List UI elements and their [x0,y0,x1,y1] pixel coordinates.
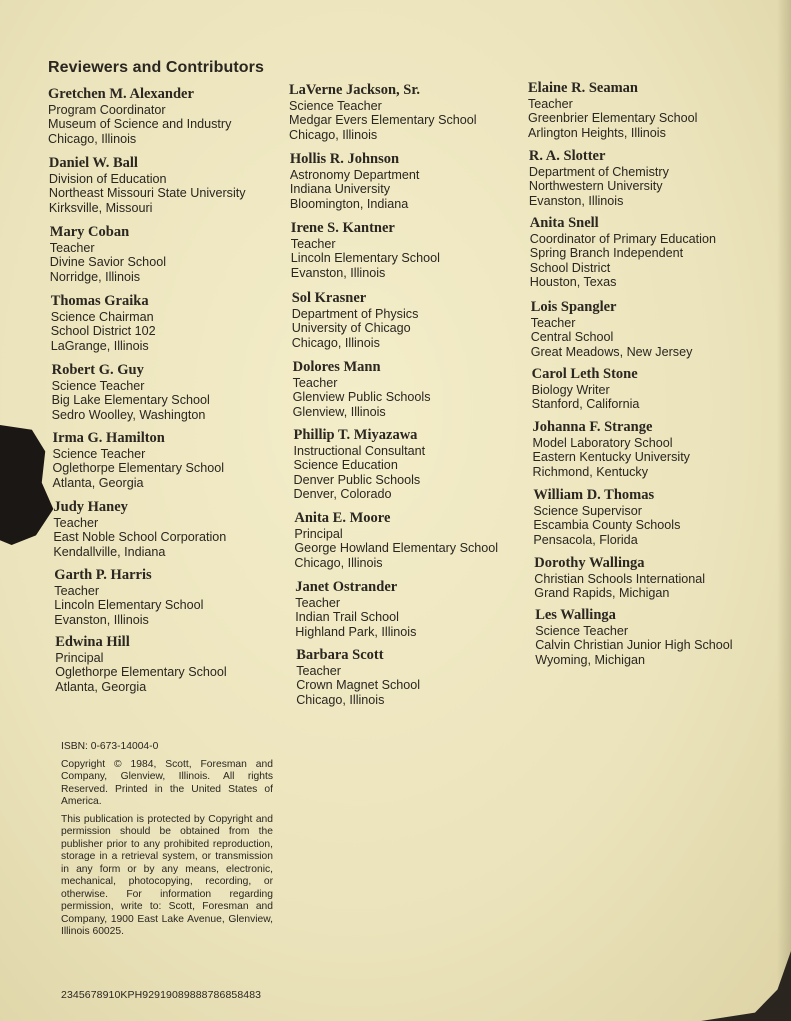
contributor-entry [529,148,669,208]
contributor-detail-line: Escambia County Schools [533,518,681,533]
contributor-detail-line: Evanston, Illinois [290,265,386,280]
contributor-detail-line: Department of Physics [291,307,419,321]
contributor-detail-line: Richmond, Kentucky [532,464,648,479]
contributor-detail-line: Calvin Christian Junior High School [535,638,733,653]
contributor-name: William D. Thomas [533,487,655,503]
contributor-detail-line: Teacher [530,316,576,330]
contributor-detail-line: Grand Rapids, Michigan [534,586,670,601]
contributor-name: Barbara Scott [296,647,384,663]
contributor-entry [291,220,440,280]
contributor-detail-line: Department of Chemistry [528,165,669,179]
contributor-entry [530,215,716,289]
contributor-detail-line: Houston, Texas [529,274,617,289]
contributor-name: Carol Leth Stone [531,366,638,382]
contributor-name: Dolores Mann [292,359,381,375]
page-heading: Reviewers and Contributors [48,59,264,76]
binding-mark [0,425,58,545]
contributor-detail-line: University of Chicago [291,321,411,336]
contributor-entry [55,634,227,694]
contributor-entry [295,579,416,639]
contributor-detail-line: School District [529,260,611,275]
page-edge-shadow [777,0,791,1021]
contributor-name: Mary Coban [49,224,130,240]
contributor-detail-line: Kirksville, Missouri [48,200,153,215]
contributor-detail-line: Chicago, Illinois [296,692,385,707]
contributor-detail-line: Northwestern University [528,179,663,194]
contributor-entry [289,82,477,142]
contributor-name: Les Wallinga [535,607,616,623]
contributor-name: Janet Ostrander [295,579,398,595]
contributor-detail-line: Principal [294,527,343,541]
contributor-entry [532,366,640,412]
contributor-detail-line: Norridge, Illinois [49,269,141,284]
contributor-detail-line: Crown Magnet School [296,678,421,693]
contributor-detail-line: Eastern Kentucky University [532,450,690,465]
contributor-detail-line: Denver Public Schools [293,472,421,487]
contributor-detail-line: East Noble School Corporation [53,530,227,545]
contributor-detail-line: Greenbrier Elementary School [528,111,698,126]
contributor-name: Anita Snell [529,215,599,231]
contributor-detail-line: Atlanta, Georgia [55,679,147,694]
contributor-detail-line: Teacher [528,97,573,111]
contributor-name: Irene S. Kantner [290,220,395,236]
contributor-entry [533,487,680,547]
contributor-entry [534,555,705,601]
contributor-detail-line: Instructional Consultant [293,444,426,458]
contributor-entry [51,293,156,353]
contributor-name: LaVerne Jackson, Sr. [289,82,421,98]
contributor-detail-line: Evanston, Illinois [54,612,149,627]
contributor-detail-line: Science Teacher [52,447,146,461]
contributor-detail-line: Museum of Science and Industry [48,117,232,132]
contributor-detail-line: Principal [55,651,104,665]
contributor-entry [49,155,246,215]
contributor-entry [531,299,693,359]
contributor-detail-line: Divine Savior School [49,255,166,270]
contributor-entry [535,607,732,667]
contributor-entry [53,499,226,559]
contributor-name: Hollis R. Johnson [289,151,400,167]
contributor-detail-line: Indiana University [289,182,390,197]
contributor-detail-line: Lincoln Elementary School [290,251,440,266]
contributor-detail-line: Chicago, Illinois [289,127,378,142]
contributor-name: Elaine R. Seaman [528,80,638,96]
contributor-detail-line: Denver, Colorado [293,486,392,501]
contributor-entry [54,567,203,627]
contributor-detail-line: Atlanta, Georgia [52,475,144,490]
contributor-detail-line: Teacher [49,241,95,255]
copyright-notice: Copyright © 1984, Scott, Foresman and Company, Glenview, Illinois. All rights Reserved. Printed in the United States of America. [61,758,273,807]
contributor-detail-line: Great Meadows, New Jersey [530,344,693,359]
contributor-detail-line: Science Teacher [289,99,382,113]
contributor-detail-line: Christian Schools International [534,572,706,586]
contributor-detail-line: Highland Park, Illinois [295,624,417,639]
contributor-entry [296,647,420,707]
contributor-name: Lois Spangler [530,299,617,315]
contributor-detail-line: Science Education [293,458,398,473]
contributor-detail-line: Central School [530,330,614,345]
contributor-detail-line: Wyoming, Michigan [535,652,645,667]
contributor-detail-line: Glenview, Illinois [292,404,386,419]
contributor-detail-line: Chicago, Illinois [48,131,137,146]
contributor-detail-line: Biology Writer [531,383,610,397]
contributor-detail-line: Program Coordinator [48,103,166,117]
contributor-detail-line: Medgar Evers Elementary School [289,113,477,128]
contributor-detail-line: Chicago, Illinois [294,555,383,570]
contributor-name: Phillip T. Miyazawa [293,427,418,443]
print-line-number: 2345678910KPH92919089888786858483 [61,989,262,1001]
contributor-entry [533,419,690,479]
contributor-name: Sol Krasner [291,290,367,306]
contributor-detail-line: Science Teacher [535,624,629,638]
contributor-detail-line: Teacher [290,237,336,251]
contributor-detail-line: Bloomington, Indiana [289,196,409,211]
contributor-detail-line: Teacher [296,664,341,678]
contributor-entry [53,430,225,490]
contributor-detail-line: Northeast Missouri State University [48,186,246,201]
contributor-name: Edwina Hill [55,634,130,650]
contributor-detail-line: Arlington Heights, Illinois [528,125,666,140]
contributor-detail-line: Stanford, California [531,397,640,412]
contributor-name: Thomas Graika [50,293,149,309]
contributor-name: Daniel W. Ball [48,155,138,171]
contributor-detail-line: Evanston, Illinois [528,193,624,208]
contributor-detail-line: Sedro Woolley, Washington [51,407,206,422]
contributor-detail-line: Spring Branch Independent [529,246,684,261]
contributor-entry [52,362,210,422]
contributor-detail-line: Science Chairman [50,310,154,324]
contributor-name: Judy Haney [53,499,128,515]
contributor-name: Garth P. Harris [54,567,152,583]
contributor-detail-line: Chicago, Illinois [291,335,380,350]
contributor-name: R. A. Slotter [528,148,606,164]
contributor-detail-line: Teacher [54,584,100,598]
contributor-detail-line: Science Teacher [51,379,145,393]
contributor-detail-line: George Howland Elementary School [294,541,499,556]
contributor-detail-line: Teacher [292,376,338,390]
contributor-name: Irma G. Hamilton [52,430,165,446]
contributor-detail-line: Oglethorpe Elementary School [52,461,225,476]
contributor-entry [293,359,431,419]
contributor-entry [294,510,498,570]
contributor-detail-line: Teacher [53,516,99,530]
contributor-detail-line: Indian Trail School [295,610,399,625]
contributor-detail-line: Kendallville, Indiana [53,544,166,559]
contributor-name: Gretchen M. Alexander [48,86,194,102]
contributor-name: Dorothy Wallinga [534,555,645,571]
contributor-detail-line: Astronomy Department [289,168,420,182]
contributor-detail-line: Lincoln Elementary School [54,598,204,613]
copyright-block [61,741,273,944]
contributor-detail-line: Division of Education [48,172,167,186]
permission-notice: This publication is protected by Copyright and permission should be obtained from the publisher prior to any prohibited reproduction, storage in a retrieval system, or transmission in any form or by any means, electronic, mechanical, photocopying, recording, or otherwise. For information regarding permission, write to: Scott, Foresman and Company, 1900 East Lake Avenue, Glenview, Illinois 60025. [61,813,273,937]
contributor-detail-line: Big Lake Elementary School [51,393,210,408]
contributor-detail-line: LaGrange, Illinois [50,338,149,353]
contributor-entry [292,290,419,350]
contributor-detail-line: Science Supervisor [533,504,642,518]
contributor-entry [294,427,426,501]
contributor-detail-line: Oglethorpe Elementary School [55,665,227,680]
contributor-detail-line: Model Laboratory School [532,436,673,450]
contributor-name: Robert G. Guy [51,362,144,378]
contributor-detail-line: School District 102 [50,324,156,339]
contributor-detail-line: Glenview Public Schools [292,390,431,405]
contributor-entry [48,86,231,146]
contributor-entry [528,80,697,140]
contributor-entry [50,224,166,284]
isbn: ISBN: 0-673-14004-0 [61,741,159,752]
contributor-name: Johanna F. Strange [532,419,653,435]
contributor-name: Anita E. Moore [294,510,391,526]
contributor-detail-line: Pensacola, Florida [533,532,638,547]
contributor-detail-line: Coordinator of Primary Education [529,232,716,246]
contributor-entry [290,151,420,211]
contributor-detail-line: Teacher [295,596,341,610]
